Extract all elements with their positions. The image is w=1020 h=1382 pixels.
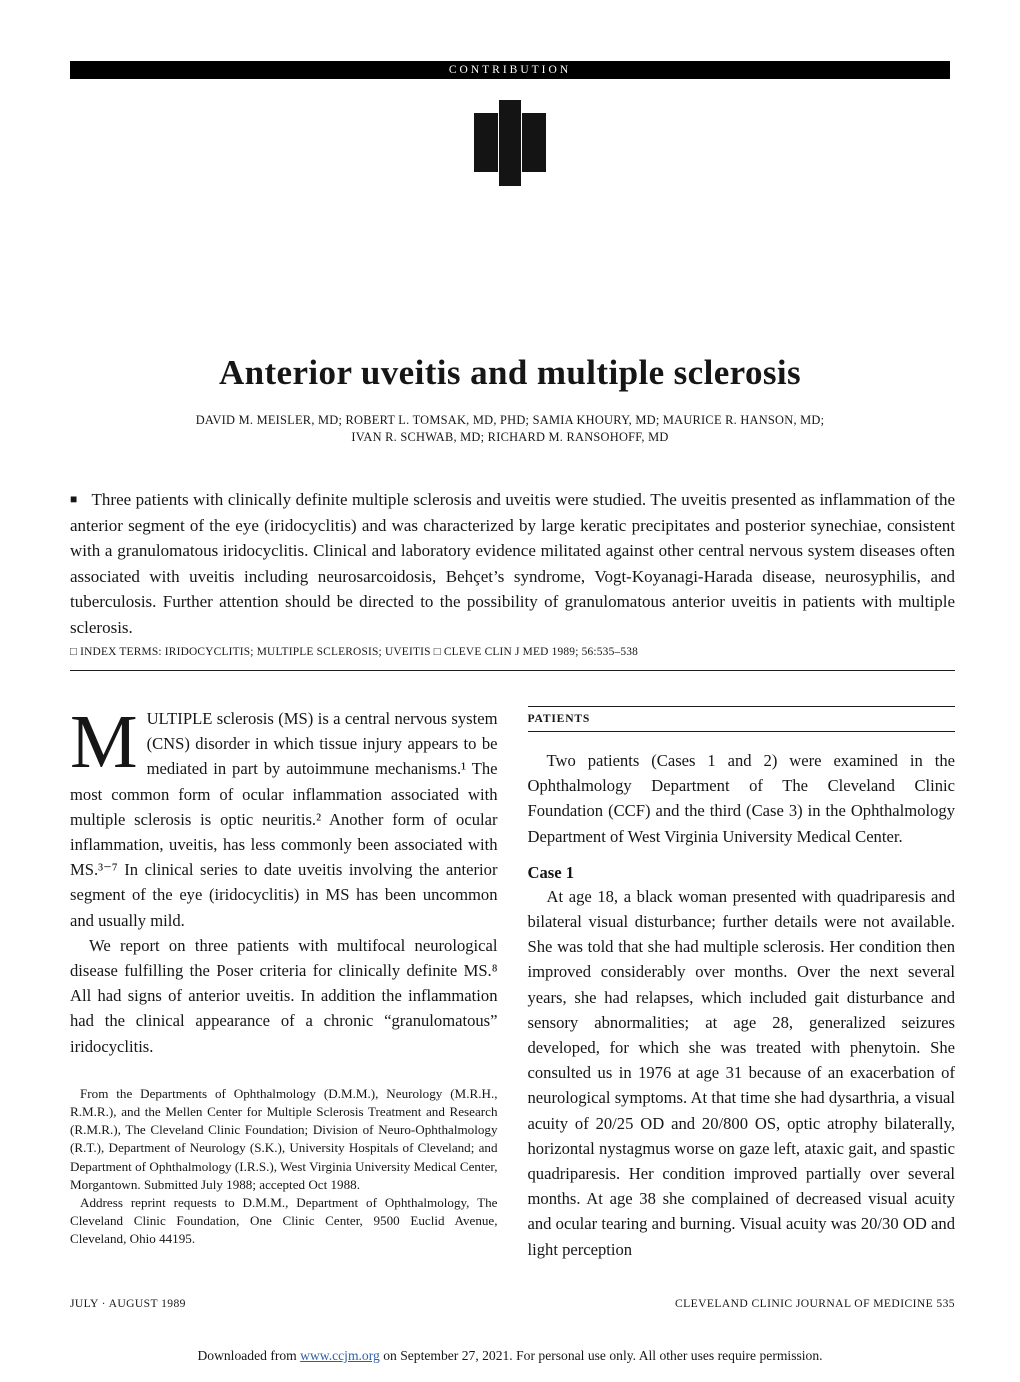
author-line-2: IVAN R. SCHWAB, MD; RICHARD M. RANSOHOFF, MD xyxy=(351,430,669,444)
intro-paragraph-text: ULTIPLE sclerosis (MS) is a central nervous system (CNS) disorder in which tissue injury appears to be mediated in part by autoimmune mechanisms.¹ The most common form of ocular inflammation associated with multiple sclerosis is optic neuritis.² Another form of ocular inflammation, uveitis, has less commonly been associated with MS.³⁻⁷ In clinical series to date uveitis involving the anterior segment of the eye (iridocyclitis) in MS has been uncommon and usually mild. xyxy=(70,709,498,930)
index-terms: □ INDEX TERMS: IRIDOCYCLITIS; MULTIPLE SCLEROSIS; UVEITIS □ CLEVE CLIN J MED 1989; 56:535–538 xyxy=(70,645,639,658)
article-body xyxy=(70,700,955,1262)
case1-paragraph: At age 18, a black woman presented with quadriparesis and bilateral visual disturbance; further details were not available. She was told that she had multiple sclerosis. Her condition then improved considerably over months. Over the next several years, she had relapses, which included gait disturbance and sensory abnormalities; at age 28, generalized seizures developed, for which she was treated with phenytoin. She consulted us in 1976 at age 31 because of an exacerbation of neurological symptoms. At that time she had dysarthria, a visual acuity of 20/25 OD and 20/800 OS, optic atrophy bilaterally, horizontal nystagmus worse on gaze left, ataxic gait, and spastic quadriparesis. Her condition improved partially over several months. At age 38 she complained of decreased visual acuity and ocular tearing and burning. Visual acuity was 20/30 OD and light perception xyxy=(527,886,955,1259)
contribution-banner xyxy=(70,61,950,79)
page-footer xyxy=(70,1297,955,1310)
download-notice-suffix: on September 27, 2021. For personal use only. All other uses require permission. xyxy=(379,1348,823,1363)
footnotes-block xyxy=(70,1085,498,1249)
download-notice xyxy=(0,1348,1020,1364)
divider xyxy=(528,731,956,732)
contribution-banner-label: CONTRIBUTION xyxy=(448,64,572,76)
footer-journal-page: CLEVELAND CLINIC JOURNAL OF MEDICINE 535 xyxy=(675,1297,955,1310)
abstract-bullet-icon: ■ xyxy=(70,492,78,506)
patients-section-heading xyxy=(528,706,956,732)
article-title: Anterior uveitis and multiple sclerosis xyxy=(218,353,802,393)
journal-logo xyxy=(474,100,546,186)
case1-heading: Case 1 xyxy=(527,862,575,882)
abstract-text: Three patients with clinically definite multiple sclerosis and uveitis were studied. The uveitis presented as inflammation of the anterior segment of the eye (iridocyclitis) and was characterized by large keratic precipitates and posterior synechiae, consistent with a granulomatous iridocyclitis. Clinical and laboratory evidence militated against other central nervous system diseases often associated with uveitis including neurosarcoidosis, Behçet’s syndrome, Vogt-Koyanagi-Harada disease, neurosyphilis, and tuberculosis. Further attention should be directed to the possibility of granulomatous anterior uveitis in patients with multiple sclerosis. xyxy=(70,490,956,637)
author-line-1: DAVID M. MEISLER, MD; ROBERT L. TOMSAK, MD, PHD; SAMIA KHOURY, MD; MAURICE R. HANSON, MD; xyxy=(195,413,825,427)
affiliations-footnote: From the Departments of Ophthalmology (D.M.M.), Neurology (M.R.H., R.M.R.), and the Mellen Center for Multiple Sclerosis Treatment and Research (R.M.R.), The Cleveland Clinic Foundation; Division of Neuro-Ophthalmology (R.T.), Department of Neurology (S.K.), University Hospitals of Cleveland; and Department of Ophthalmology (I.R.S.), West Virginia University Medical Center, Morgantown. Submitted July 1988; accepted Oct 1988. xyxy=(70,1085,498,1192)
author-list xyxy=(0,412,1020,446)
abstract-divider xyxy=(70,670,955,671)
download-notice-prefix: Downloaded from xyxy=(197,1348,301,1363)
patients-heading: PATIENTS xyxy=(527,712,591,725)
journal-logo-icon xyxy=(474,100,546,186)
left-column xyxy=(70,700,498,1262)
abstract-section xyxy=(70,487,955,671)
ccjm-link[interactable]: www.ccjm.org xyxy=(300,1348,380,1363)
abstract-paragraph xyxy=(70,487,955,641)
patients-paragraph: Two patients (Cases 1 and 2) were examined in the Ophthalmology Department of The Cleveland Clinic Foundation (CCF) and the third (Case 3) in the Ophthalmology Department of West Virginia University Medical Center. xyxy=(527,751,955,846)
right-column xyxy=(528,706,956,1262)
intro-paragraph xyxy=(70,700,498,933)
reprints-footnote: Address reprint requests to D.M.M., Department of Ophthalmology, The Cleveland Clinic Foundation, One Clinic Center, 9500 Euclid Avenue, Cleveland, Ohio 44195. xyxy=(70,1195,498,1247)
intro-paragraph-2: We report on three patients with multifocal neurological disease fulfilling the Poser criteria for clinically definite MS.⁸ All had signs of anterior uveitis. In addition the inflammation had the clinical appearance of a chronic “granulomatous” iridocyclitis. xyxy=(70,935,498,1056)
footer-issue: JULY · AUGUST 1989 xyxy=(70,1297,186,1310)
drop-cap: M xyxy=(70,700,138,784)
